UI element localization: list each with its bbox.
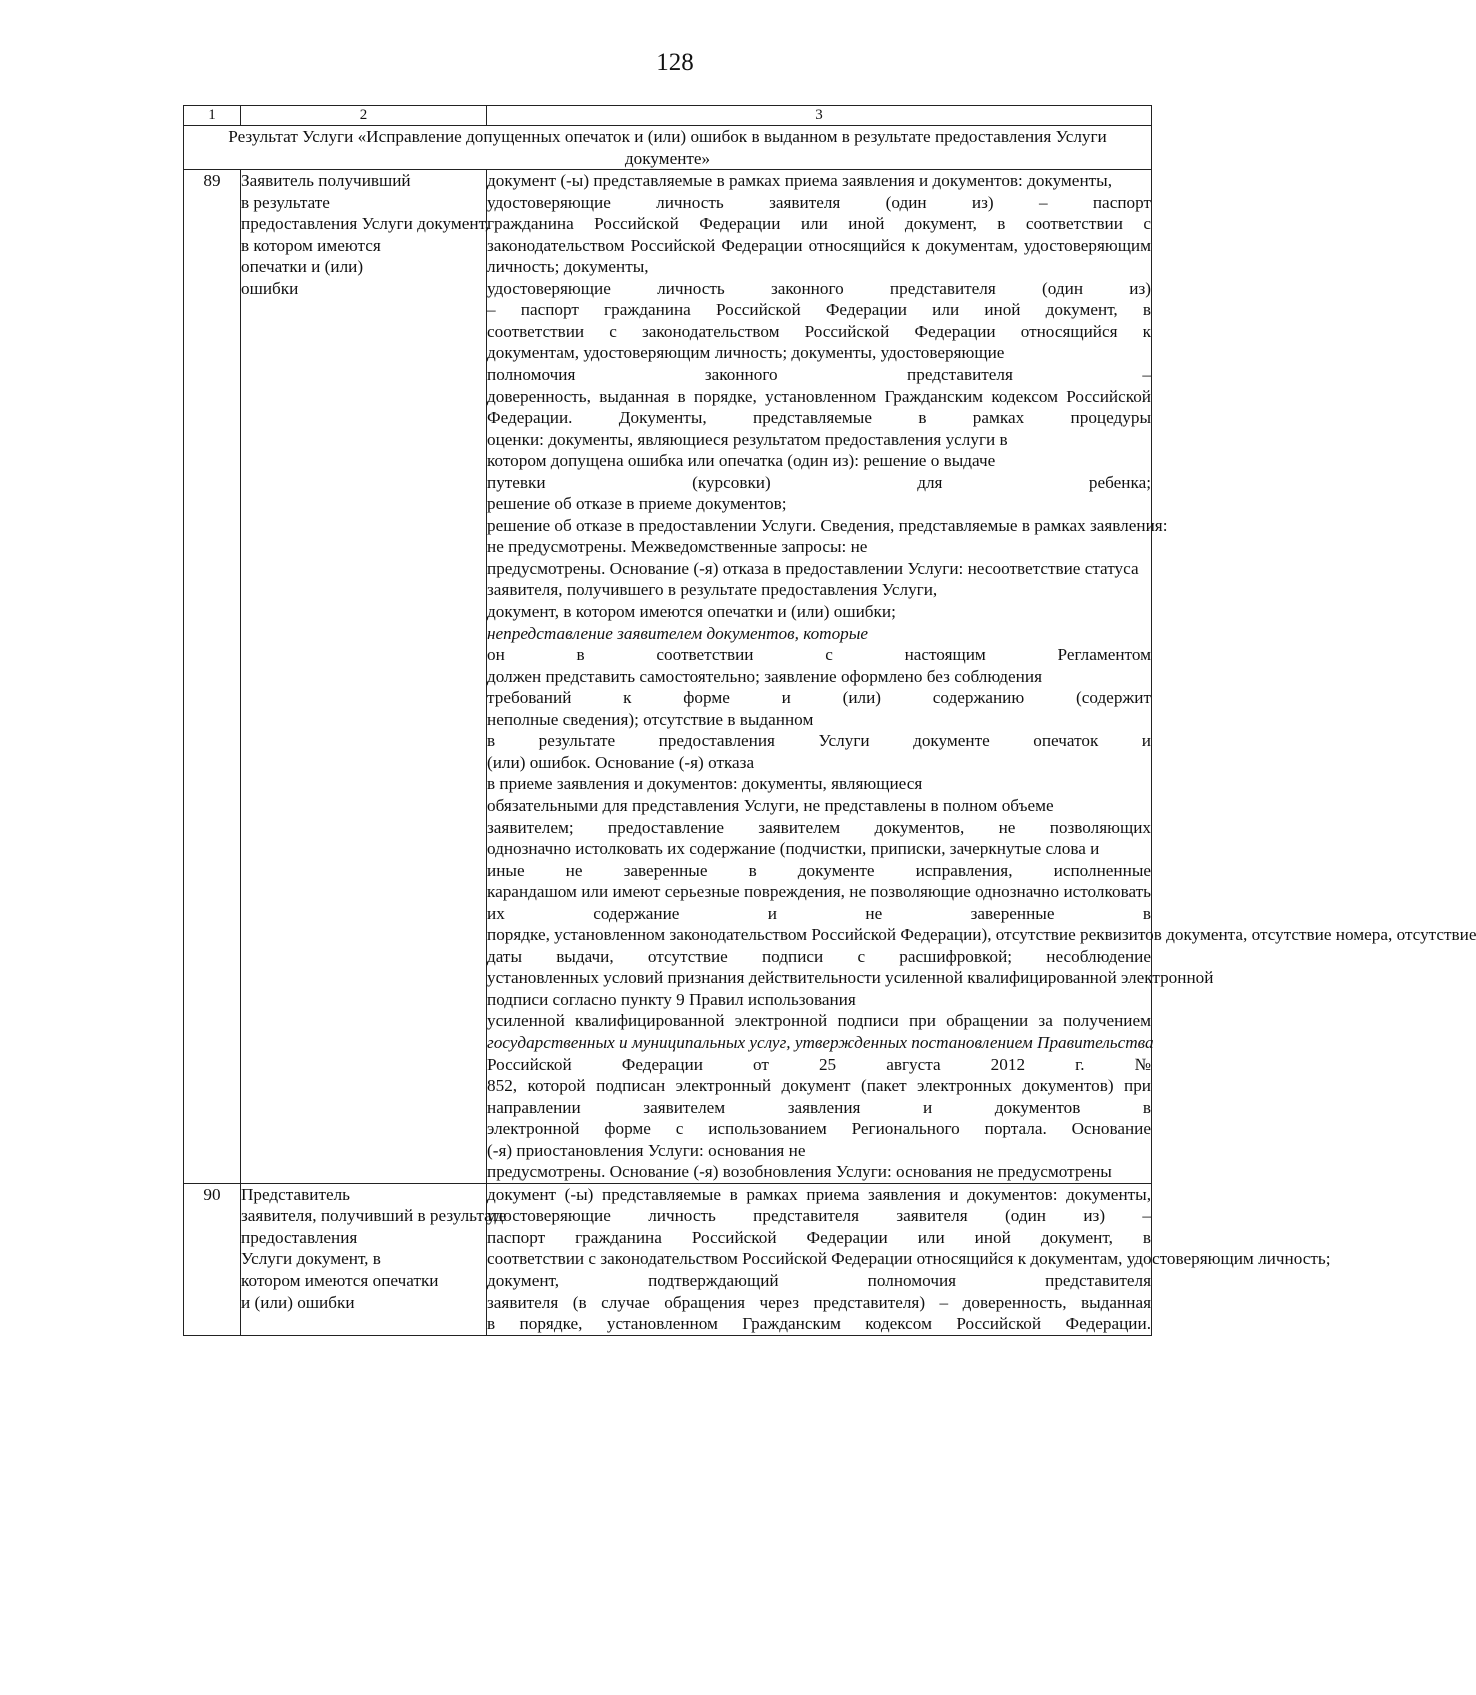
content-line: он в соответствии с настоящим Регламентом xyxy=(487,645,1151,665)
content-line: их содержание и не заверенные в xyxy=(487,903,1151,923)
applicant-line: Представитель xyxy=(241,1184,350,1204)
content-line: однозначно истолковать их содержание (подчистки, приписки, зачеркнутые слова и xyxy=(487,839,1100,859)
applicant-line: и (или) ошибки xyxy=(241,1292,355,1312)
content-line: непредставление заявителем документов, которые xyxy=(487,623,869,643)
content-line: не предусмотрены. Межведомственные запросы: не xyxy=(487,537,868,557)
content-line: паспорт гражданина Российской Федерации или иной документ, в xyxy=(487,1227,1151,1247)
content-line: требований к форме и (или) содержанию (содержит xyxy=(487,688,1151,708)
page-number: 128 xyxy=(656,49,694,76)
content-line: доверенность, выданная в порядке, установленном Гражданским кодексом Российской xyxy=(487,386,1151,406)
content-line: (или) ошибок. Основание (-я) отказа xyxy=(487,752,755,772)
content-line: полномочия законного представителя – xyxy=(487,365,1151,385)
applicant-line: в результате xyxy=(241,192,330,212)
content-line: законодательством Российской Федерации относящийся к документам, удостоверяющим xyxy=(487,235,1151,255)
applicant-line: котором имеются опечатки xyxy=(241,1270,439,1290)
applicant-line: ошибки xyxy=(241,278,299,298)
content-line: предусмотрены. Основание (-я) возобновления Услуги: основания не предусмотрены xyxy=(487,1162,1112,1182)
content-line: документ, в котором имеются опечатки и (или) ошибки; xyxy=(487,602,896,622)
content-line: усиленной квалифицированной электронной подписи при обращении за получением xyxy=(487,1011,1151,1031)
header-cell-1: 1 xyxy=(184,106,241,126)
content-line: удостоверяющие личность законного представителя (один из) xyxy=(487,278,1151,298)
table-row xyxy=(184,1183,1152,1335)
content-line: порядке, установленном законодательством Российской Федерации), отсутствие реквизитов документа, отсутствие номера, отсутствие xyxy=(487,925,1476,945)
content-line: заявителем; предоставление заявителем документов, не позволяющих xyxy=(487,817,1151,837)
applicant-cell xyxy=(241,1183,507,1335)
content-line: неполные сведения); отсутствие в выданном xyxy=(487,709,814,729)
applicant-text xyxy=(241,1184,507,1313)
content-line: подписи согласно пункту 9 Правил использования xyxy=(487,989,856,1009)
content-line: удостоверяющие личность заявителя (один из) – паспорт xyxy=(487,192,1151,212)
header-cell-2: 2 xyxy=(241,106,487,126)
result-title-row xyxy=(184,126,1152,170)
applicant-text xyxy=(241,170,490,299)
content-line: направлении заявителем заявления и документов в xyxy=(487,1097,1151,1117)
content-line: государственных и муниципальных услуг, утвержденных постановлением Правительства xyxy=(487,1032,1154,1052)
content-line: заявителя, получившего в результате предоставления Услуги, xyxy=(487,580,938,600)
content-line: установленных условий признания действительности усиленной квалифицированной электронной xyxy=(487,968,1214,988)
content-text xyxy=(487,170,1476,1183)
applicant-line: предоставления Услуги документ, xyxy=(241,214,490,234)
result-title: Результат Услуги «Исправление допущенных опечаток и (или) ошибок в выданном в результате предоставления Услуги документе» xyxy=(184,126,1152,170)
content-line: гражданина Российской Федерации или иной документ, в соответствии с xyxy=(487,214,1151,234)
row-number: 89 xyxy=(184,170,241,1184)
content-line: в порядке, установленном Гражданским кодексом Российской Федерации. xyxy=(487,1314,1151,1334)
content-line: (-я) приостановления Услуги: основания не xyxy=(487,1140,806,1160)
applicant-line: Услуги документ, в xyxy=(241,1249,381,1269)
header-cell-3: 3 xyxy=(487,106,1152,126)
content-line: предусмотрены. Основание (-я) отказа в предоставлении Услуги: несоответствие статуса xyxy=(487,558,1139,578)
content-line: решение об отказе в приеме документов; xyxy=(487,494,787,514)
content-line: котором допущена ошибка или опечатка (один из): решение о выдаче xyxy=(487,451,996,471)
applicant-line: в котором имеются xyxy=(241,235,381,255)
content-line: даты выдачи, отсутствие подписи с расшифровкой; несоблюдение xyxy=(487,946,1151,966)
content-line: документ (-ы) представляемые в рамках приема заявления и документов: документы, xyxy=(487,171,1112,191)
content-line: путевки (курсовки) для ребенка; xyxy=(487,472,1151,492)
content-line: 852, которой подписан электронный документ (пакет электронных документов) при xyxy=(487,1076,1151,1096)
content-line: электронной форме с использованием Регионального портала. Основание xyxy=(487,1119,1151,1139)
content-line: – паспорт гражданина Российской Федерации или иной документ, в xyxy=(487,300,1151,320)
document-table xyxy=(183,105,1476,1336)
content-text xyxy=(487,1184,1331,1335)
content-line: Федерации. Документы, представляемые в рамках процедуры xyxy=(487,408,1151,428)
content-line: удостоверяющие личность представителя заявителя (один из) – xyxy=(487,1206,1151,1226)
content-line: личность; документы, xyxy=(487,257,649,277)
applicant-line: опечатки и (или) xyxy=(241,257,364,277)
applicant-line: заявителя, получивший в результате xyxy=(241,1206,507,1226)
content-line: иные не заверенные в документе исправления, исполненные xyxy=(487,860,1151,880)
content-line: в приеме заявления и документов: документы, являющиеся xyxy=(487,774,923,794)
content-line: Российской Федерации от 25 августа 2012 г. № xyxy=(487,1054,1151,1074)
content-line: заявителя (в случае обращения через представителя) – доверенность, выданная xyxy=(487,1292,1151,1312)
content-line: карандашом или имеют серьезные повреждения, не позволяющие однозначно истолковать xyxy=(487,882,1151,902)
content-line: в результате предоставления Услуги документе опечаток и xyxy=(487,731,1151,751)
table-header-row xyxy=(184,106,1152,126)
applicant-cell xyxy=(241,170,490,1184)
content-line: оценки: документы, являющиеся результатом предоставления услуги в xyxy=(487,429,1008,449)
content-cell xyxy=(487,170,1476,1184)
content-cell xyxy=(487,1183,1331,1335)
row-number: 90 xyxy=(184,1183,241,1335)
content-line: соответствии с законодательством Российской Федерации относящийся к документам, удостоверяющим личность; xyxy=(487,1249,1331,1269)
content-line: документ (-ы) представляемые в рамках приема заявления и документов: документы, xyxy=(487,1184,1151,1204)
content-line: документ, подтверждающий полномочия представителя xyxy=(487,1270,1151,1290)
content-line: решение об отказе в предоставлении Услуги. Сведения, представляемые в рамках заявления: xyxy=(487,515,1168,535)
content-line: соответствии с законодательством Российской Федерации относящийся к xyxy=(487,321,1151,341)
applicant-line: предоставления xyxy=(241,1227,358,1247)
content-line: обязательными для представления Услуги, не представлены в полном объеме xyxy=(487,795,1054,815)
content-line: должен представить самостоятельно; заявление оформлено без соблюдения xyxy=(487,666,1042,686)
table-row xyxy=(184,170,1152,1184)
content-line: документам, удостоверяющим личность; документы, удостоверяющие xyxy=(487,343,1005,363)
applicant-line: Заявитель получивший xyxy=(241,171,411,191)
